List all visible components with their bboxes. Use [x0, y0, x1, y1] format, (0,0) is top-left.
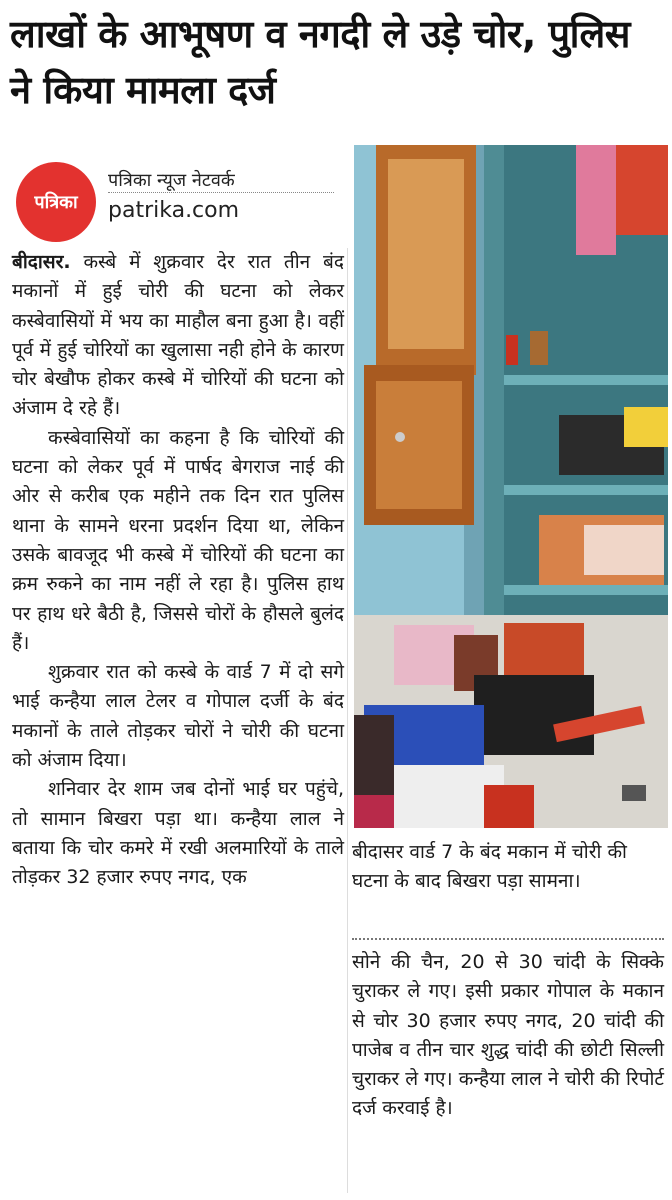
photo-item-red [506, 335, 518, 365]
news-photo [354, 145, 668, 828]
article-paragraph-4: शनिवार देर शाम जब दोनों भाई घर पहुंचे, तो सामान बिखरा पड़ा था। कन्हैया लाल ने बताया कि चोर कमरे में रखी अलमारियों के ताले तोड़कर 32 हजार रुपए नगद, एक [12, 778, 344, 889]
photo-door-lower-panel [376, 381, 462, 509]
photo-shelf-1 [504, 375, 668, 385]
photo-floor-small-item [622, 785, 646, 801]
column-divider [347, 248, 348, 1193]
dateline: बीदासर. [12, 251, 71, 273]
article-paragraph-3: शुक्रवार रात को कस्बे के वार्ड 7 में दो सगे भाई कन्हैया लाल टेलर व गोपाल दर्जी के बंद मकानों के ताले तोड़कर चोरों ने चोरी की घटना को अंजाम दिया। [12, 661, 344, 772]
caption-divider [352, 938, 664, 940]
photo-floor-black [474, 675, 594, 755]
headline: लाखों के आभूषण व नगदी ले उड़े चोर, पुलिस ने किया मामला दर्ज [10, 12, 630, 112]
photo-cloth-pink [576, 145, 616, 255]
byline-network: पत्रिका न्यूज नेटवर्क [108, 170, 235, 191]
patrika-logo [16, 162, 96, 242]
article-column-left [12, 248, 344, 893]
photo-shelf-3 [504, 585, 668, 595]
photo-shelf-2 [504, 485, 668, 495]
photo-cloth-red [616, 145, 668, 235]
article-paragraph-1 [12, 248, 344, 424]
paragraph-1-text: कस्बे में शुक्रवार देर रात तीन बंद मकानों में हुई चोरी की घटना को लेकर कस्बेवासियों में भय का माहौल बना हुआ है। वहीं पूर्व में हुई चोरियों का खुलासा नही होने के कारण चोर बेखौफ होकर कस्बे में चोरियों की घटना को अंजाम दे रहे हैं। [12, 251, 344, 420]
photo-item-brown [530, 331, 548, 365]
article-paragraph-5: सोने की चैन, 20 से 30 चांदी के सिक्के चुराकर ले गए। इसी प्रकार गोपाल के मकान से चोर 30 हजार रुपए नगद, 20 चांदी की पाजेब व तीन चार शुद्ध चांदी की छोटी सिल्ली चुराकर ले गए। कन्हैया लाल ने चोरी की रिपोर्ट दर्ज करवाई है। [352, 951, 664, 1120]
photo-cloth-yellow [624, 407, 668, 447]
byline [10, 162, 350, 242]
photo-floor-red [484, 785, 534, 828]
logo-text: पत्रिका [34, 192, 78, 213]
article-column-right [352, 948, 664, 1124]
photo-caption: बीदासर वार्ड 7 के बंद मकान में चोरी की घटना के बाद बिखरा पड़ा सामना। [352, 841, 627, 892]
byline-divider [108, 192, 334, 193]
photo-floor-cloth-magenta [354, 795, 394, 828]
photo-door-knob [395, 432, 405, 442]
byline-site: patrika.com [108, 198, 240, 223]
article-paragraph-2: कस्बेवासियों का कहना है कि चोरियों की घटना को लेकर पूर्व में पार्षद बेगराज नाई की ओर से करीब एक महीने तक दिन रात पुलिस थाना के सामने धरना प्रदर्शन दिया था, लेकिन उसके बावजूद भी कस्बे में चोरियों की घटना का क्रम रुकने का नाम नहीं ले रहा है। पुलिस हाथ पर हाथ धरे बैठी है, जिससे चोरों के हौसले बुलंद हैं। [12, 426, 344, 654]
photo-door-panel [388, 159, 464, 349]
photo-cloth-pale [584, 525, 664, 575]
